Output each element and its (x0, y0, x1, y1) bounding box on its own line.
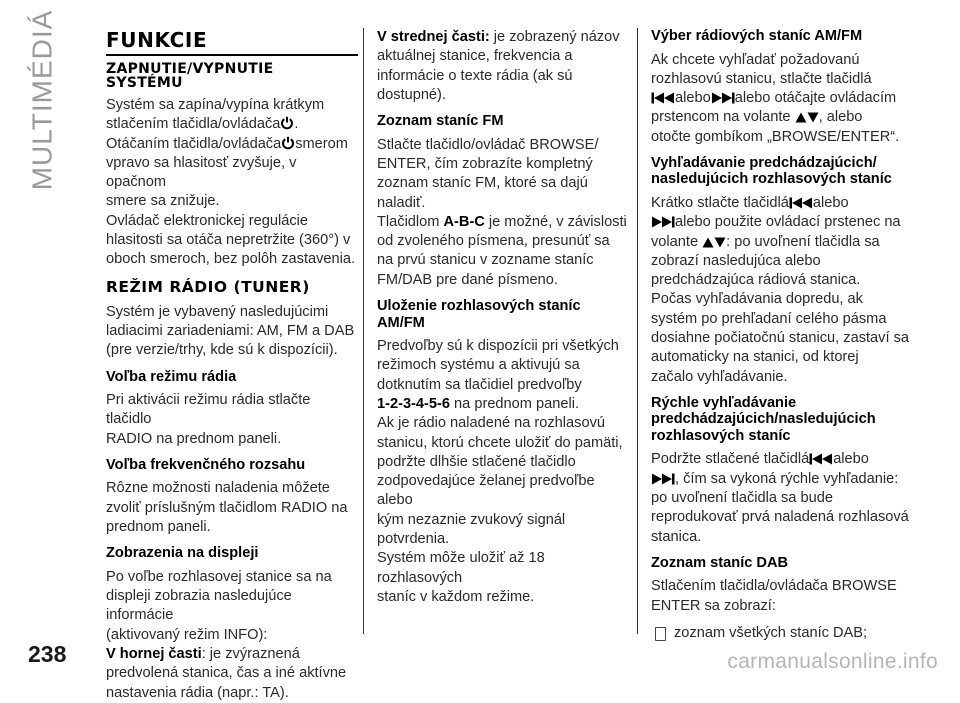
dab-list-paragraph: Stlačením tlačidla/ovládača BROWSE ENTER sa zobrazí: (651, 578, 897, 614)
next-icon (651, 473, 675, 485)
select-paragraph: Ak chcete vyhľadať požadovanú rozhlasovú stanicu, stlačte tlačidlá alebo alebo otáčajte ovládacím prstencom na volante , alebo otočte gombíkom „BROWSE/ENTER“. (651, 51, 900, 145)
fast-seek-heading: Rýchle vyhľadávanie predchádzajúcich/nasledujúcich rozhlasových staníc (651, 394, 876, 444)
watermark: carmanualsonline.info (727, 650, 938, 673)
column-divider-1 (363, 28, 364, 634)
seek-paragraph: Krátko stlačte tlačidlá alebo alebo použite ovládací prstenec na volante : po uvoľnení tlačidla sa zobrazí nasledujúca alebo predchádzajúca rádiová stanica. Počas vyhľadávania dopredu, ak systém po prehľadaní celého pásma dosiahne počiatočnú stanicu, zastaví sa automaticky na stanici, od ktorej začalo vyhľadávanie. (651, 194, 909, 385)
display-heading: Zobrazenia na displeji (106, 545, 259, 562)
display-paragraph: Po voľbe rozhlasovej stanice sa na displeji zobrazia nasledujúce informácie (aktivovaný režim INFO): V hornej časti: je zvýraznená predvolená stanica, čas a iné aktívne nastavenia rádia (napr.: TA). (106, 568, 347, 701)
previous-icon (809, 453, 833, 465)
previous-icon (789, 197, 813, 209)
center-paragraph: V strednej časti: je zobrazený názov aktuálnej stanice, frekvencia a informácie o texte rádia (ak sú dostupné). (377, 29, 620, 103)
page-number: 238 (28, 641, 67, 667)
arrow-up-icon (702, 237, 714, 248)
previous-icon (651, 92, 675, 104)
band-paragraph: Rôzne možnosti naladenia môžete zvoliť príslušným tlačidlom RADIO na prednom paneli. (106, 480, 348, 536)
save-heading: Uloženie rozhlasových staníc AM/FM (377, 298, 581, 331)
arrow-down-icon (807, 112, 819, 123)
fm-list-paragraph: Stlačte tlačidlo/ovládač BROWSE/ ENTER, čím zobrazíte kompletný zoznam staníc FM, ktoré sa dajú naladiť. Tlačidlom A-B-C je možné, v závislosti od zvoleného písmena, presunúť sa na prvú stanicu v zozname staníc FM/DAB pre dané písmeno. (377, 136, 627, 288)
column-divider-2 (637, 28, 638, 634)
bullet-square-icon (655, 627, 666, 641)
band-heading: Voľba frekvenčného rozsahu (106, 456, 306, 473)
radio-paragraph: Systém je vybavený nasledujúcimi ladiacimi zariadeniami: AM, FM a DAB (pre verzie/trhy, kde sú k dispozícii). (106, 303, 355, 359)
seek-heading: Vyhľadávanie predchádzajúcich/ nasledujúcich rozhlasových staníc (651, 154, 892, 188)
column-2 (377, 28, 633, 607)
dab-list-heading: Zoznam staníc DAB (651, 554, 789, 571)
mode-paragraph: Pri aktivácii režimu rádia stlačte tlačidlo RADIO na prednom paneli. (106, 392, 311, 447)
column-1 (106, 28, 358, 703)
list-item: zoznam všetkých staníc DAB; (651, 624, 913, 643)
select-heading: Výber rádiových staníc AM/FM (651, 28, 863, 44)
arrow-up-icon (795, 112, 807, 123)
fast-seek-paragraph: Podržte stlačené tlačidlá alebo , čím sa vykoná rýchle vyhľadanie: po uvoľnení tlačidla sa bude reprodukovať prvá naladená rozhlasová stanica. (651, 451, 909, 545)
radio-mode-heading: REŽIM RÁDIO (TUNER) (106, 277, 310, 296)
column-3 (651, 28, 913, 643)
arrow-down-icon (714, 237, 726, 248)
onoff-paragraph: Systém sa zapína/vypína krátkym stlačením tlačidla/ovládača . Otáčaním tlačidla/ovládača smerom vpravo sa hlasitosť zvyšuje, v opačnom smere sa znižuje. Ovládač elektronickej regulácie hlasitosti sa otáča nepretržite (360°) v oboch smeroch, bez polôh zastavenia. (106, 97, 356, 268)
power-icon (280, 116, 294, 130)
section-side-label: MULTIMÉDIÁ (26, 9, 58, 191)
fm-list-heading: Zoznam staníc FM (377, 113, 504, 130)
next-icon (651, 216, 675, 228)
onoff-heading: ZAPNUTIE/VYPNUTIE SYSTÉMU (106, 61, 274, 91)
power-icon (281, 136, 295, 150)
save-paragraph: Predvoľby sú k dispozícii pri všetkých režimoch systému a aktivujú sa dotknutím sa tlačidiel predvoľby 1-2-3-4-5-6 na prednom paneli. Ak je rádio naladené na rozhlasovú stanicu, ktorú chcete uložiť do pamäti, podržte dlhšie stlačené tlačidlo zodpovedajúce želanej predvoľbe alebo kým nezaznie zvukový signál potvrdenia. Systém môže uložiť až 18 rozhlasových staníc v každom režime. (377, 338, 623, 605)
mode-heading: Voľba režimu rádia (106, 368, 237, 385)
section-title: FUNKCIE (106, 28, 358, 56)
next-icon (711, 92, 735, 104)
